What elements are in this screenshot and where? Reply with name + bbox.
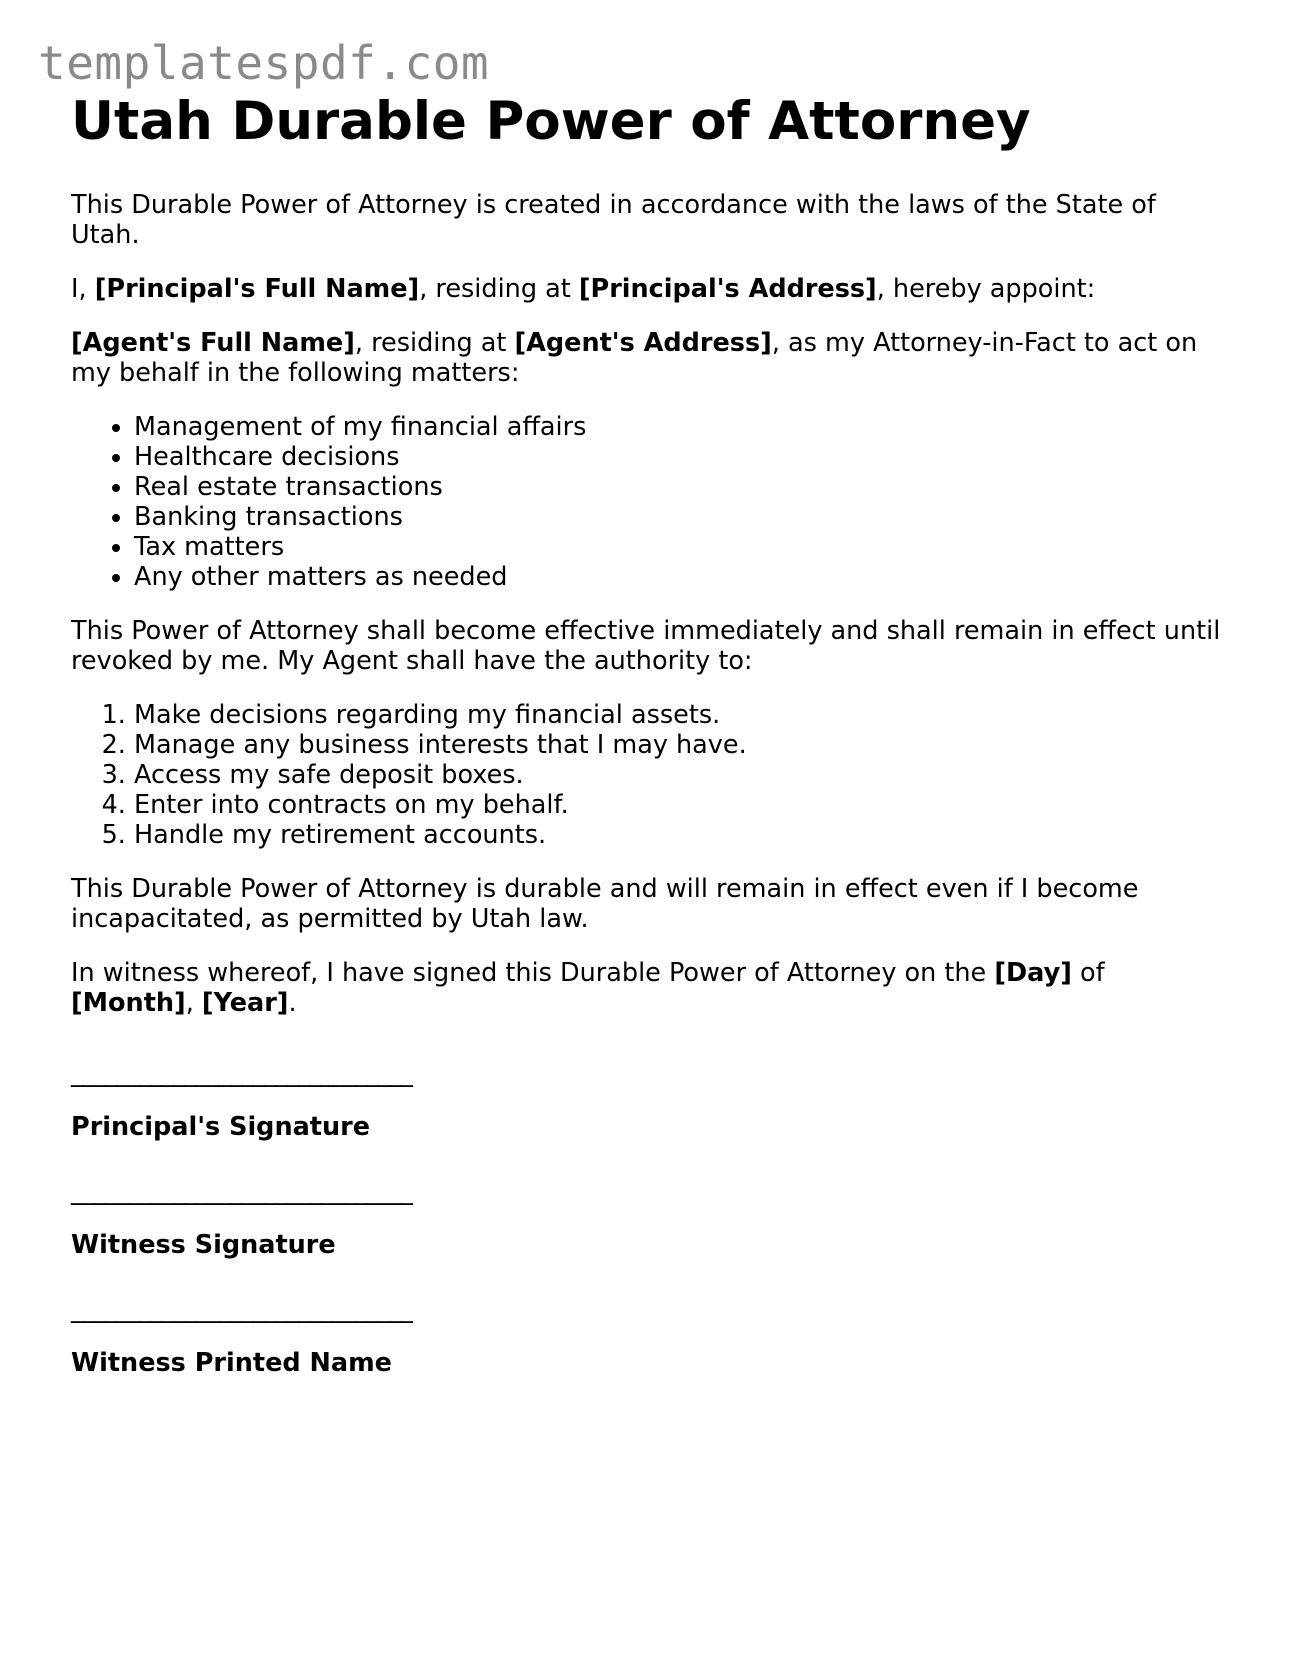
watermark: templatespdf.com [38, 36, 490, 90]
document-page [71, 90, 1231, 1378]
principal-signature-line: ______________________________ [71, 1058, 412, 1088]
list-item: • Any other matters as needed [134, 562, 1231, 592]
agent-paragraph: [Agent's Full Name], residing at [Agent's Address], as my Attorney-in-Fact to act on my behalf in the following matters: [71, 328, 1198, 388]
effective-paragraph: This Power of Attorney shall become effective immediately and shall remain in effect until revoked by me. My Agent shall have the authority to: [71, 616, 1221, 676]
witness-clause: In witness whereof, I have signed this Durable Power of Attorney on the [Day] of [Month], [Year]. [71, 958, 1105, 1018]
authorities-list [71, 700, 1231, 850]
witness-signature-label: Witness Signature [71, 1230, 336, 1260]
principal-address-placeholder: [Principal's Address] [578, 274, 877, 304]
list-item: • Management of my financial affairs [134, 412, 1231, 442]
durability-paragraph: This Durable Power of Attorney is durable and will remain in effect even if I become incapacitated, as permitted by Utah law. [71, 874, 1139, 934]
list-item: 2. Manage any business interests that I may have. [134, 730, 1231, 760]
witness-printed-name-label: Witness Printed Name [71, 1348, 392, 1378]
agent-name-placeholder: [Agent's Full Name] [71, 328, 355, 358]
list-item: • Banking transactions [134, 502, 1231, 532]
principal-signature-label: Principal's Signature [71, 1112, 371, 1142]
list-item: 3. Access my safe deposit boxes. [134, 760, 1231, 790]
list-item: • Tax matters [134, 532, 1231, 562]
year-placeholder: [Year] [201, 988, 289, 1018]
list-item: 1. Make decisions regarding my financial assets. [134, 700, 1231, 730]
witness-signature-line: ______________________________ [71, 1176, 412, 1206]
list-item: • Real estate transactions [134, 472, 1231, 502]
day-placeholder: [Day] [994, 958, 1072, 988]
document-title: Utah Durable Power of Attorney [71, 91, 1031, 152]
agent-address-placeholder: [Agent's Address] [514, 328, 772, 358]
principal-name-placeholder: [Principal's Full Name] [94, 274, 420, 304]
witness-name-line: ______________________________ [71, 1294, 412, 1324]
list-item: • Healthcare decisions [134, 442, 1231, 472]
matters-list [71, 412, 1231, 592]
list-item: 5. Handle my retirement accounts. [134, 820, 1231, 850]
intro-paragraph: This Durable Power of Attorney is created in accordance with the laws of the State of Utah. [71, 190, 1156, 250]
list-item: 4. Enter into contracts on my behalf. [134, 790, 1231, 820]
appointment-paragraph: I, [Principal's Full Name], residing at [Principal's Address], hereby appoint: [71, 274, 1096, 304]
month-placeholder: [Month] [71, 988, 186, 1018]
